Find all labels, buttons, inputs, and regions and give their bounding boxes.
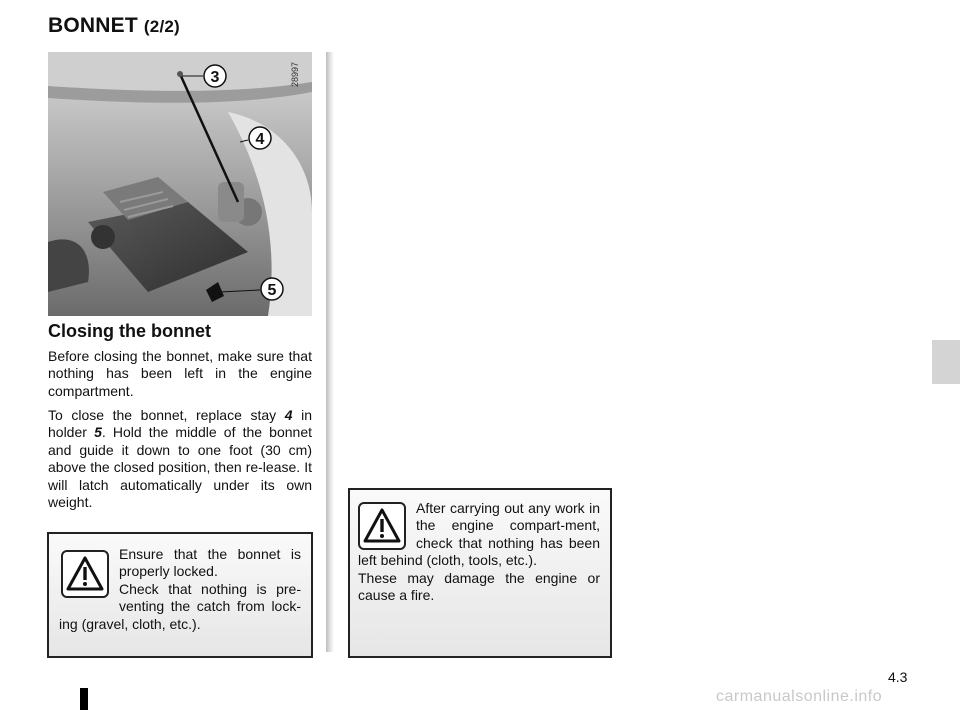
warning-triangle-icon	[358, 502, 406, 550]
engine-bay-drawing	[48, 52, 312, 316]
warning-box-bonnet-lock	[47, 532, 313, 658]
page-title	[48, 14, 180, 38]
figure-code: 28997	[290, 62, 300, 88]
warning-text-1: Ensure that the bonnet is properly locked.	[119, 546, 301, 580]
instructions-text-2: in holder	[48, 407, 312, 441]
section-heading: Closing the bonnet	[48, 321, 211, 341]
corner-mark	[80, 688, 88, 710]
closing-instructions-paragraph	[48, 407, 312, 511]
closing-intro-paragraph: Before closing the bonnet, make sure that nothing has been left in the engine compartment.	[48, 348, 312, 399]
column-divider	[326, 52, 334, 652]
page-title-suffix: (2/2)	[143, 17, 180, 36]
page-title-text: BONNET	[48, 14, 138, 37]
callout-4-label: 4	[255, 131, 265, 148]
holder-reference: 5	[94, 424, 102, 441]
stay-reference: 4	[284, 407, 293, 423]
page-number: 4.3	[888, 669, 908, 685]
warning-text-2: Check that nothing is pre-venting the catch from lock-ing (gravel, cloth, etc.).	[59, 580, 301, 632]
instructions-text-3: . Hold the middle of the bonnet and guide it down to one foot (30 cm) above the closed position, then re-lease. It will latch automatically under its own weight.	[48, 424, 313, 511]
callout-5-label: 5	[267, 282, 277, 299]
instructions-text-1: To close the bonnet, replace stay	[48, 407, 285, 423]
chapter-tab	[932, 340, 960, 384]
callout-3-label: 3	[210, 69, 220, 86]
warning-text-4: These may damage the engine or cause a fire.	[358, 569, 600, 604]
warning-text-3: After carrying out any work in the engine compart-ment, check that nothing has been left behind (cloth, tools, etc.).	[358, 500, 600, 569]
engine-bay-illustration	[48, 52, 312, 316]
warning-box-engine-compartment	[348, 488, 612, 658]
warning-triangle-icon	[61, 550, 109, 598]
watermark: carmanualsonline.info	[716, 688, 883, 705]
